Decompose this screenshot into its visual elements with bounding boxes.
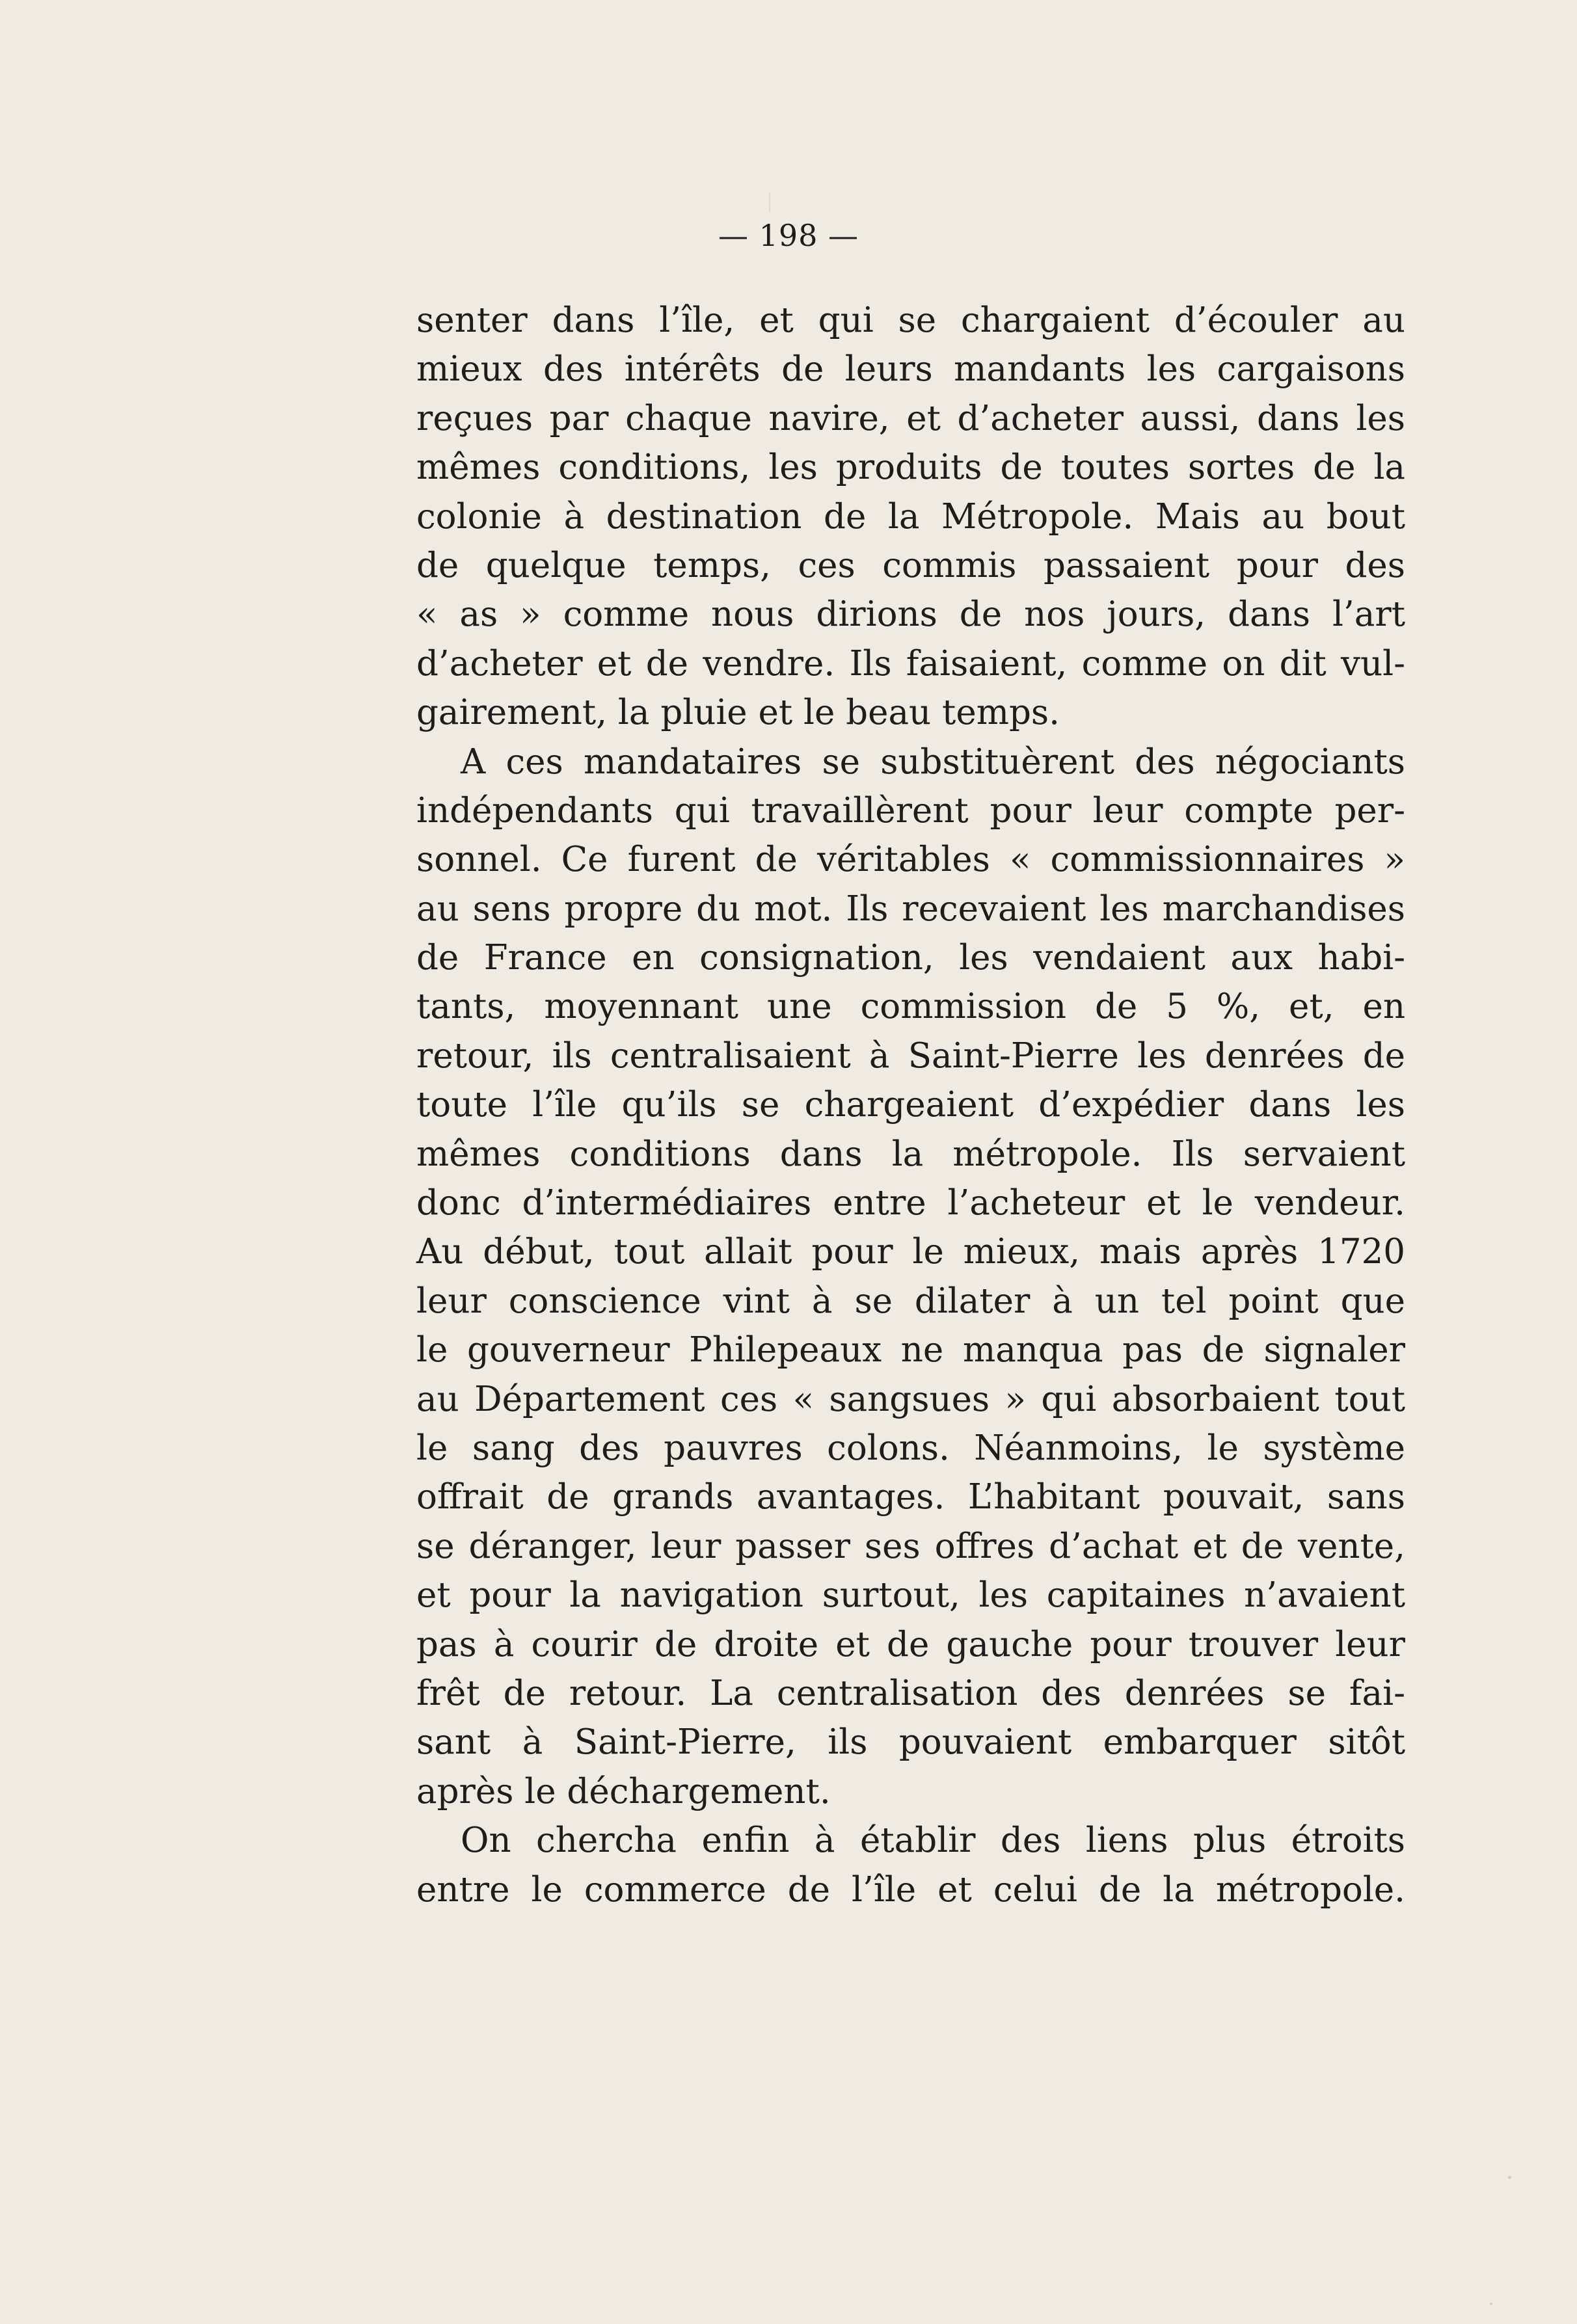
text-line: frêt de retour. La centralisation des denrées se fai-: [416, 1673, 1405, 1713]
text-line: de quelque temps, ces commis passaient pour des: [416, 545, 1405, 585]
text-line: donc d’intermédiaires entre l’acheteur et le vendeur.: [416, 1183, 1405, 1223]
text-line: mieux des intérêts de leurs mandants les cargaisons: [416, 349, 1405, 390]
text-line: Au début, tout allait pour le mieux, mais après 1720: [416, 1232, 1405, 1272]
text-line: retour, ils centralisaient à Saint-Pierre les denrées de: [416, 1035, 1405, 1076]
text-line: A ces mandataires se substituèrent des négociants: [461, 741, 1405, 782]
text-line: offrait de grands avantages. L’habitant pouvait, sans: [416, 1477, 1405, 1517]
text-line: après le déchargement.: [416, 1771, 831, 1811]
text-line: au Département ces « sangsues » qui absorbaient tout: [416, 1379, 1405, 1419]
text-line: gairement, la pluie et le beau temps.: [416, 693, 1060, 733]
text-line: reçues par chaque navire, et d’acheter aussi, dans les: [416, 398, 1405, 438]
text-line: On chercha enfin à établir des liens plus étroits: [461, 1821, 1405, 1861]
page-number: — 198 —: [718, 218, 859, 253]
scan-speck: [1508, 2176, 1511, 2179]
text-line: sant à Saint-Pierre, ils pouvaient embarquer sitôt: [416, 1722, 1405, 1763]
text-line: colonie à destination de la Métropole. Mais au bout: [416, 496, 1405, 537]
text-line: « as » comme nous dirions de nos jours, dans l’art: [416, 594, 1405, 635]
text-line: tants, moyennant une commission de 5 %, et, en: [416, 987, 1405, 1027]
text-line: leur conscience vint à se dilater à un tel point que: [416, 1281, 1405, 1321]
text-line: et pour la navigation surtout, les capitaines n’avaient: [416, 1575, 1405, 1616]
scan-speck: [1490, 2303, 1492, 2305]
text-line: au sens propre du mot. Ils recevaient les marchandises: [416, 888, 1405, 929]
text-line: senter dans l’île, et qui se chargaient d’écouler au: [416, 301, 1405, 340]
text-line: se déranger, leur passer ses offres d’achat et de vente,: [416, 1526, 1405, 1566]
paragraph-2: [416, 738, 1405, 1817]
scan-speck: [769, 193, 770, 212]
body-text: [416, 296, 1405, 1914]
text-line: toute l’île qu’ils se chargeaient d’expédier dans les: [416, 1085, 1405, 1125]
text-line: pas à courir de droite et de gauche pour trouver leur: [416, 1624, 1405, 1664]
text-line: sonnel. Ce furent de véritables « commissionnaires »: [416, 840, 1405, 880]
text-line: entre le commerce de l’île et celui de la métropole.: [416, 1869, 1405, 1910]
text-line: indépendants qui travaillèrent pour leur compte per-: [416, 790, 1405, 831]
text-line: mêmes conditions dans la métropole. Ils servaient: [416, 1134, 1405, 1174]
text-line: mêmes conditions, les produits de toutes sortes de la: [416, 447, 1405, 488]
paragraph-1: [416, 296, 1405, 738]
text-line: d’acheter et de vendre. Ils faisaient, comme on dit vul-: [416, 643, 1405, 684]
paragraph-3: [416, 1816, 1405, 1914]
text-line: le sang des pauvres colons. Néanmoins, le système: [416, 1428, 1405, 1468]
text-line: le gouverneur Philepeaux ne manqua pas de signaler: [416, 1330, 1405, 1370]
text-line: de France en consignation, les vendaient aux habi-: [416, 938, 1405, 978]
